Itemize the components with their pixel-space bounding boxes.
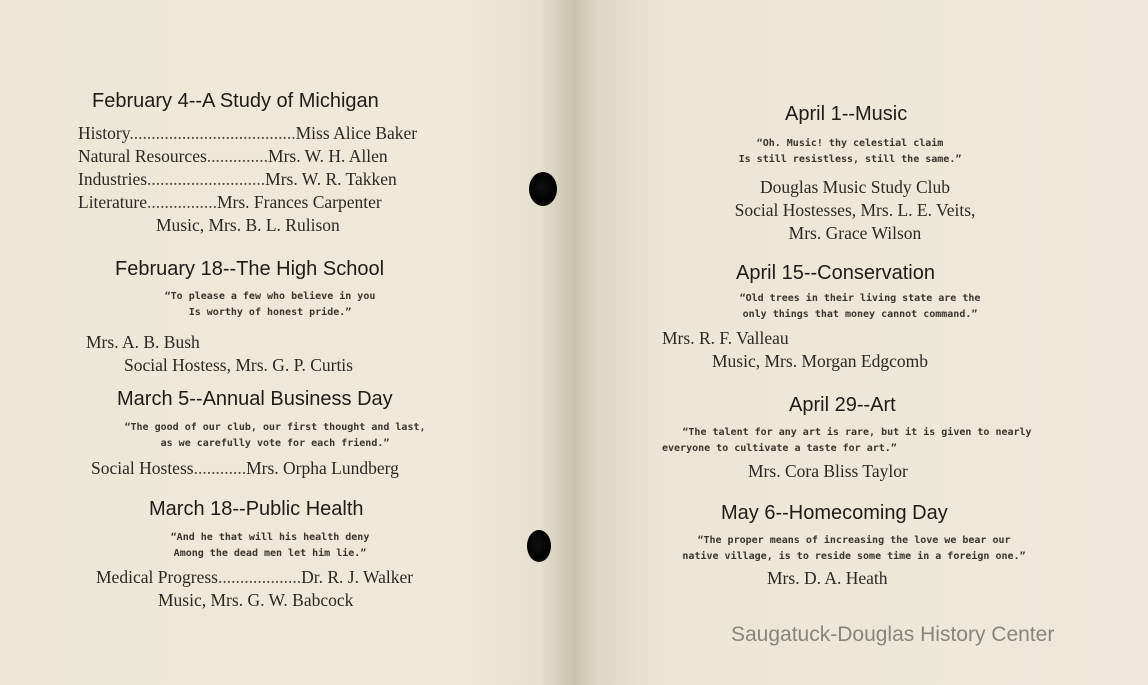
quote-line: only things that money cannot command.” — [742, 309, 978, 320]
music-line: Music, Mrs. Morgan Edgcomb — [712, 351, 928, 371]
program-row — [78, 122, 458, 145]
row-label: Industries — [78, 169, 148, 189]
section-heading: February 18--The High School — [115, 258, 385, 280]
row-name: Mrs. Frances Carpenter — [216, 192, 382, 212]
program-row — [96, 566, 413, 589]
music-line: Music, Mrs. B. L. Rulison — [156, 215, 340, 235]
mar-5-program — [91, 457, 399, 480]
row-label: Social Hostess — [91, 458, 194, 478]
quote-block — [120, 289, 420, 321]
mar-18-program — [96, 566, 413, 612]
row-label: History — [78, 123, 130, 143]
section-feb-18 — [115, 258, 384, 281]
quote-block — [662, 425, 1052, 457]
section-heading: March 18--Public Health — [149, 498, 364, 520]
leader-dots: ................... — [218, 567, 302, 587]
section-heading: April 29--Art — [789, 394, 896, 416]
quote-line: native village, is to reside some time in a foreign one.” — [682, 551, 1026, 562]
section-heading: April 1--Music — [785, 103, 908, 125]
section-heading: May 6--Homecoming Day — [721, 502, 948, 524]
section-may-6 — [721, 502, 948, 525]
quote-line: “The good of our club, our first thought and last, — [124, 422, 426, 433]
section-mar-5 — [117, 388, 393, 411]
leader-dots: ............ — [193, 458, 247, 478]
quote-line: “The proper means of increasing the love we bear our — [697, 535, 1011, 546]
quote-block — [658, 533, 1050, 565]
quote-block — [710, 136, 990, 168]
program-row — [91, 457, 399, 480]
row-name: Dr. R. J. Walker — [301, 567, 414, 587]
speaker-line: Mrs. A. B. Bush — [86, 332, 200, 352]
feb-18-program — [86, 331, 353, 377]
quote-block — [140, 530, 400, 562]
speaker-line: Mrs. D. A. Heath — [767, 568, 888, 588]
quote-line: “Oh. Music! thy celestial claim — [756, 138, 944, 149]
section-apr-29 — [789, 394, 896, 417]
section-heading: April 15--Conservation — [736, 262, 935, 284]
program-row — [78, 145, 458, 168]
left-page — [0, 0, 545, 685]
music-line: Music, Mrs. G. W. Babcock — [158, 590, 354, 610]
apr-15-program — [662, 327, 928, 373]
section-apr-1 — [785, 103, 907, 126]
row-label: Natural Resources — [78, 146, 207, 166]
may-6-program — [767, 567, 888, 590]
quote-block — [100, 420, 450, 452]
hostess-line: Social Hostesses, Mrs. L. E. Veits, — [734, 200, 976, 220]
quote-line: Is worthy of honest pride.” — [188, 307, 352, 318]
apr-29-program — [748, 460, 908, 483]
program-row — [78, 168, 458, 191]
section-apr-15 — [736, 262, 935, 285]
quote-line: “Old trees in their living state are the — [739, 293, 981, 304]
quote-line: “The talent for any art is rare, but it is given to nearly — [682, 427, 1032, 438]
row-label: Medical Progress — [96, 567, 218, 587]
hostess-line: Mrs. Grace Wilson — [788, 223, 922, 243]
section-mar-18 — [149, 498, 364, 521]
leader-dots: .............. — [206, 146, 269, 166]
quote-block — [705, 291, 1015, 323]
speaker-line: Mrs. Cora Bliss Taylor — [748, 461, 908, 481]
leader-dots: ........................... — [147, 169, 266, 189]
quote-line: Among the dead men let him lie.” — [173, 548, 367, 559]
program-row — [78, 191, 458, 214]
quote-line: everyone to cultivate a taste for art.” — [662, 443, 897, 454]
leader-dots: ................ — [146, 192, 217, 212]
hostess-line: Social Hostess, Mrs. G. P. Curtis — [124, 355, 353, 375]
feb-4-program — [78, 122, 458, 237]
quote-line: Is still resistless, still the same.” — [738, 154, 962, 165]
row-label: Literature — [78, 192, 147, 212]
quote-line: as we carefully vote for each friend.” — [160, 438, 390, 449]
row-name: Mrs. Orpha Lundberg — [246, 458, 399, 478]
apr-1-program — [700, 176, 1010, 245]
section-feb-4 — [92, 90, 379, 113]
row-name: Mrs. W. H. Allen — [268, 146, 388, 166]
archive-watermark: Saugatuck-Douglas History Center — [731, 623, 1055, 646]
quote-line: “And he that will his health deny — [170, 532, 370, 543]
row-name: Mrs. W. R. Takken — [265, 169, 397, 189]
section-heading: March 5--Annual Business Day — [117, 388, 393, 410]
speaker-line: Mrs. R. F. Valleau — [662, 328, 789, 348]
right-page — [560, 0, 1148, 685]
row-name: Miss Alice Baker — [295, 123, 418, 143]
leader-dots: ...................................... — [129, 123, 296, 143]
club-line: Douglas Music Study Club — [759, 177, 951, 197]
quote-line: “To please a few who believe in you — [164, 291, 376, 302]
section-heading: February 4--A Study of Michigan — [92, 90, 379, 112]
